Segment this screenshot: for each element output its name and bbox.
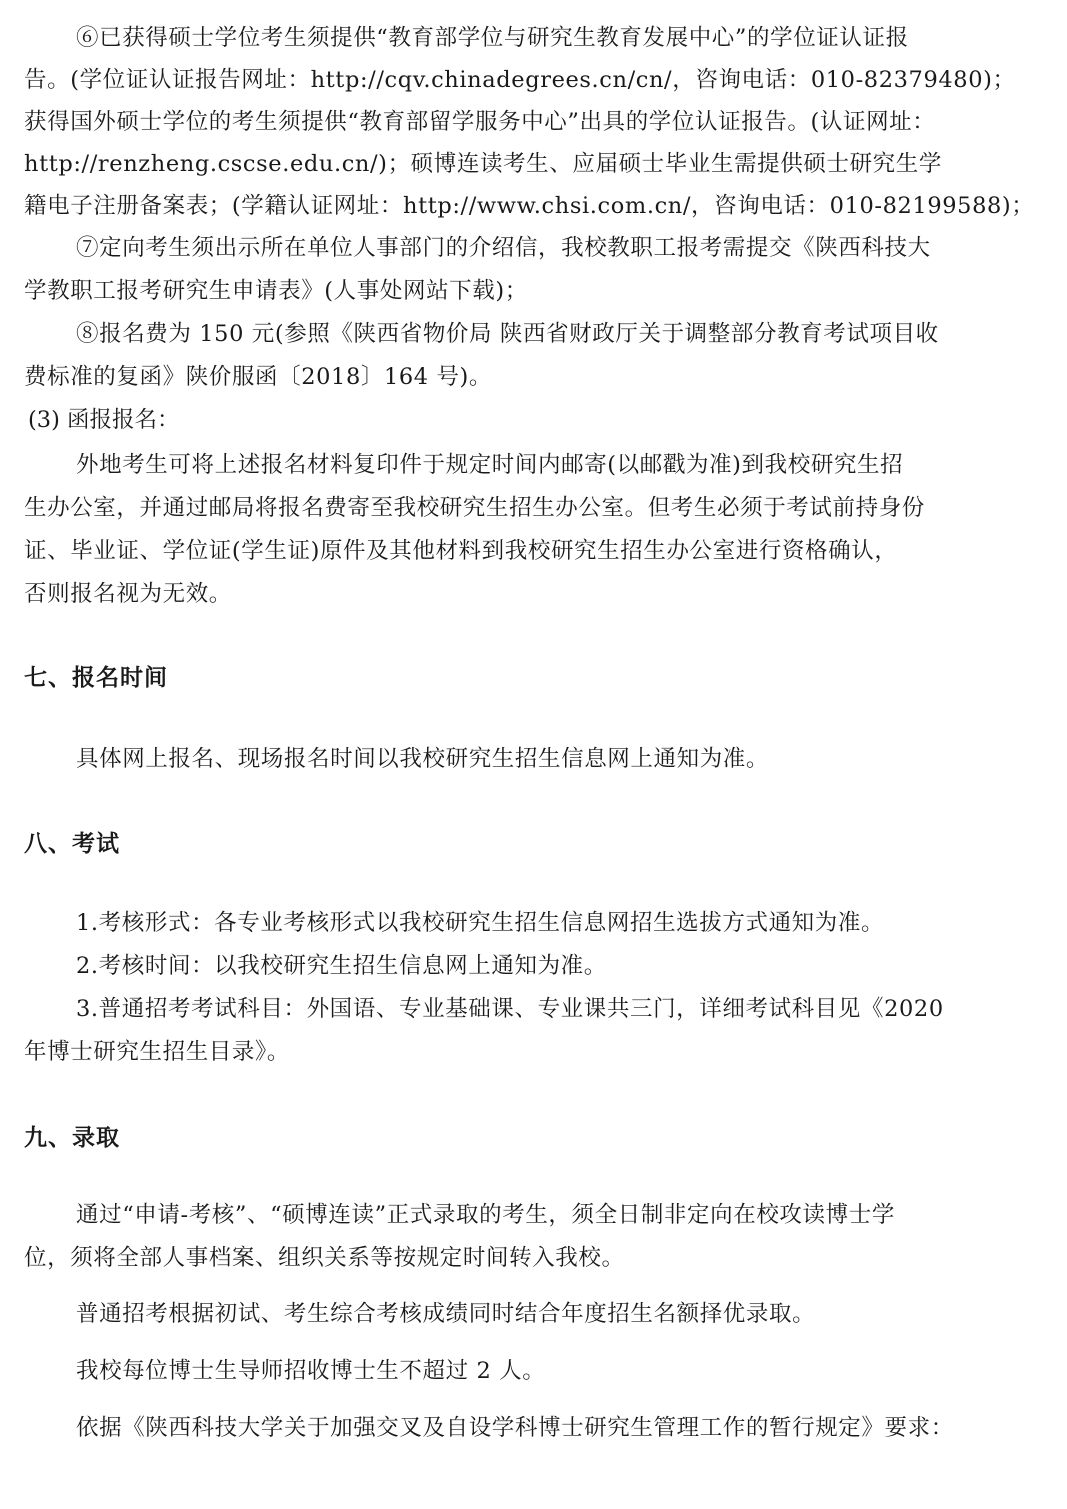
item7-line1: ⑦定向考生须出示所在单位人事部门的介绍信，我校教职工报考需提交《陕西科技大	[76, 235, 931, 261]
item6-line1: ⑥已获得硕士学位考生须提供“教育部学位与研究生教育发展中心”的学位证认证报	[76, 25, 909, 51]
section9-para4: 依据《陕西科技大学关于加强交叉及自设学科博士研究生管理工作的暂行规定》要求：	[76, 1415, 954, 1441]
section9-para1-line1: 通过“申请-考核”、“硕博连读”正式录取的考生，须全日制非定向在校攻读博士学	[76, 1202, 895, 1228]
section7-heading: 七、报名时间	[24, 665, 168, 691]
section9-para1-line2: 位，须将全部人事档案、组织关系等按规定时间转入我校。	[24, 1245, 625, 1271]
section8-heading: 八、考试	[24, 831, 120, 857]
section7-body: 具体网上报名、现场报名时间以我校研究生招生信息网上通知为准。	[76, 746, 770, 772]
section9-heading: 九、录取	[24, 1125, 120, 1151]
sub3-title: (3) 函报报名：	[28, 407, 180, 433]
item6-line3: 获得国外硕士学位的考生须提供“教育部留学服务中心”出具的学位认证报告。(认证网址：	[24, 109, 936, 135]
sub3-line3: 证、毕业证、学位证(学生证)原件及其他材料到我校研究生招生办公室进行资格确认，	[24, 538, 898, 564]
section8-item1: 1.考核形式：各专业考核形式以我校研究生招生信息网招生选拔方式通知为准。	[76, 910, 885, 936]
section8-item3-line1: 3.普通招考考试科目：外国语、专业基础课、专业课共三门，详细考试科目见《2020	[76, 996, 944, 1022]
item6-line5: 籍电子注册备案表；(学籍认证网址：http://www.chsi.com.cn/，咨询电话：010-82199588)；	[24, 193, 1035, 219]
item8-line2: 费标准的复函》陕价服函〔2018〕164 号)。	[24, 364, 493, 390]
sub3-line4: 否则报名视为无效。	[24, 581, 232, 607]
item6-line4: http://renzheng.cscse.edu.cn/)；硕博连读考生、应届硕士毕业生需提供硕士研究生学	[24, 151, 942, 177]
section8-item3-line2: 年博士研究生招生目录》。	[24, 1039, 290, 1065]
section8-item2: 2.考核时间：以我校研究生招生信息网上通知为准。	[76, 953, 607, 979]
sub3-line2: 生办公室，并通过邮局将报名费寄至我校研究生招生办公室。但考生必须于考试前持身份	[24, 495, 925, 521]
item8-line1: ⑧报名费为 150 元(参照《陕西省物价局 陕西省财政厅关于调整部分教育考试项目收	[76, 321, 939, 347]
item7-line2: 学教职工报考研究生申请表》(人事处网站下载)；	[24, 278, 528, 304]
section9-para2: 普通招考根据初试、考生综合考核成绩同时结合年度招生名额择优录取。	[76, 1301, 816, 1327]
item6-line2: 告。(学位证认证报告网址：http://cqv.chinadegrees.cn/cn/，咨询电话：010-82379480)；	[24, 67, 1016, 93]
sub3-line1: 外地考生可将上述报名材料复印件于规定时间内邮寄(以邮戳为准)到我校研究生招	[76, 452, 904, 478]
section9-para3: 我校每位博士生导师招收博士生不超过 2 人。	[76, 1358, 546, 1384]
